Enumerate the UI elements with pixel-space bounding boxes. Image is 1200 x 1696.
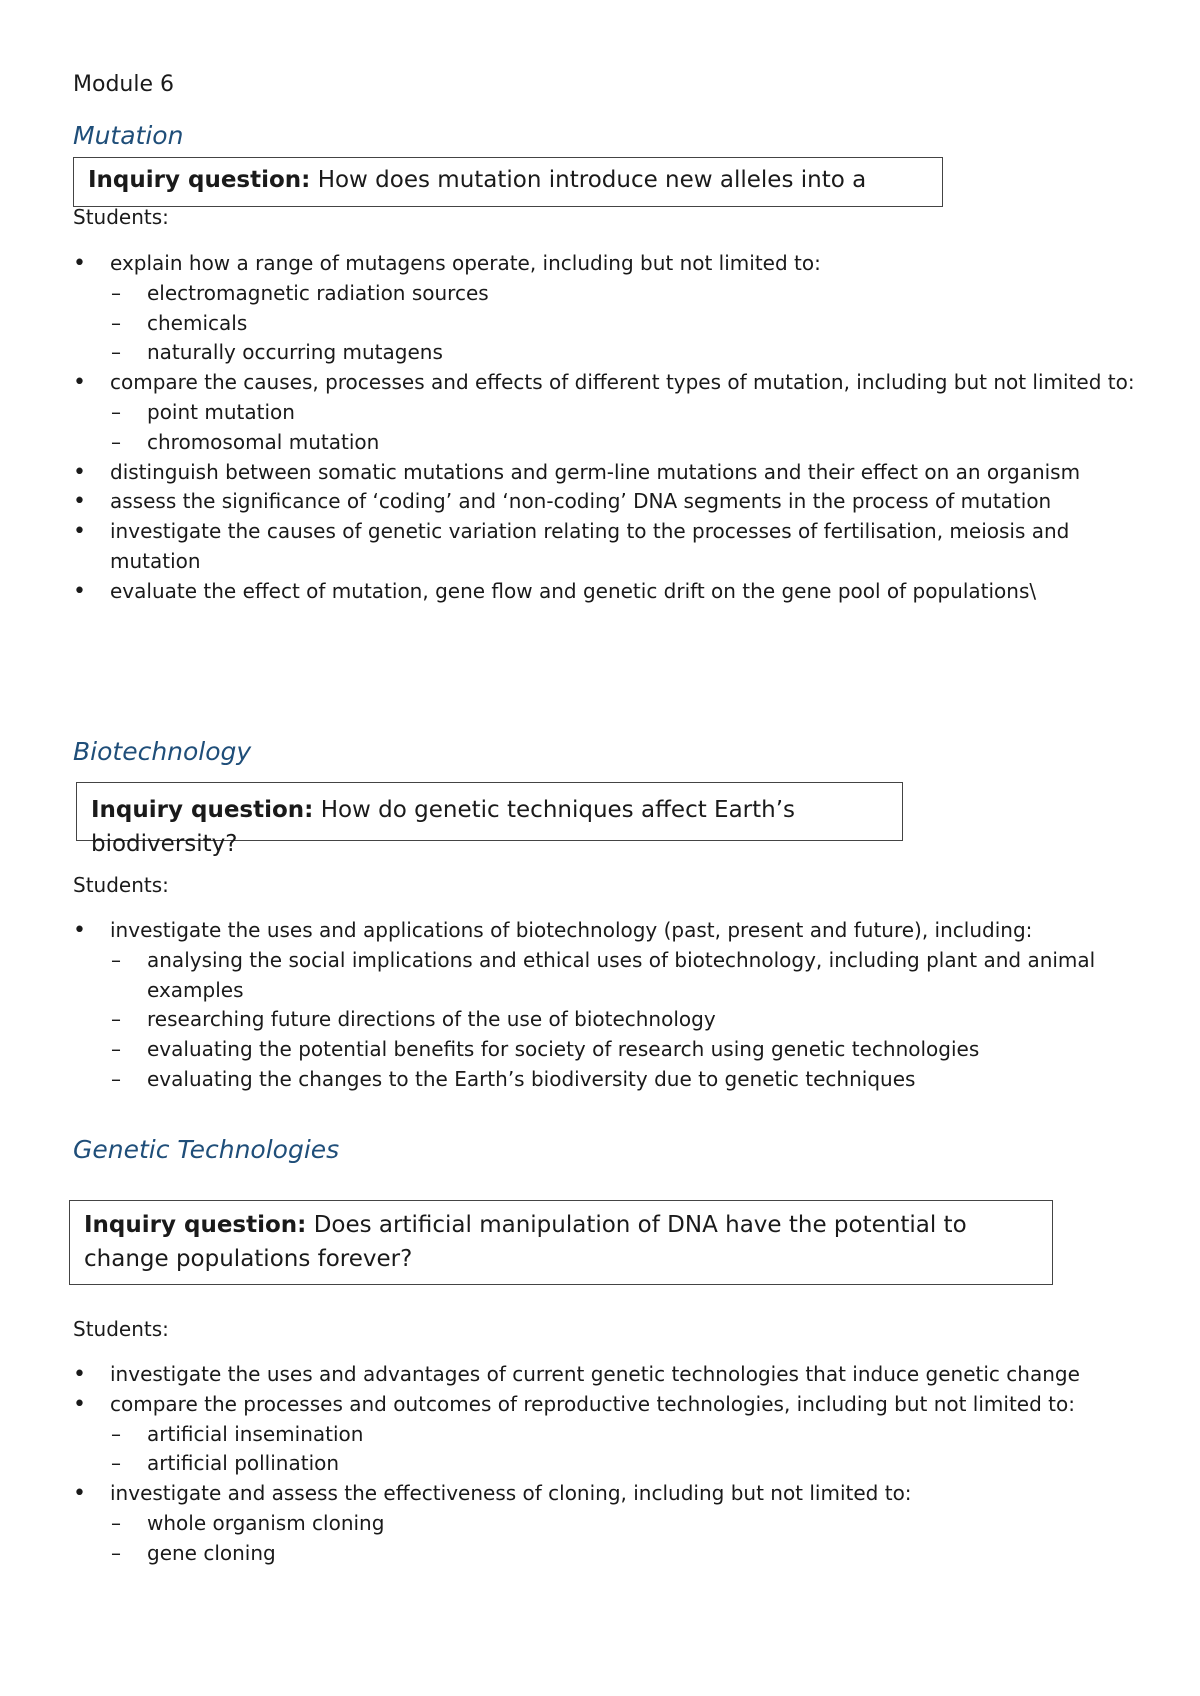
list-item: • investigate the uses and applications of biotechnology (past, present and future), including: – analysing the social implications and ethical uses of biotechnology, including plant and animal examples – researching future directions of the use of biotechnology – evaluating the potential benefits for society of research using genetic technologies – evaluating the changes to the Earth’s biodiversity due to genetic techniques	[73, 916, 1143, 1095]
sub-list	[110, 398, 1143, 458]
students-label: Students:	[73, 873, 169, 897]
inquiry-question-label: Inquiry question:	[84, 1212, 307, 1238]
mutation-outcome-list	[73, 249, 1143, 607]
sub-list-item: – analysing the social implications and ethical uses of biotechnology, including plant and animal examples	[110, 946, 1143, 1006]
section-heading-mutation: Mutation	[73, 121, 184, 150]
inquiry-question-text: How do genetic techniques affect Earth’s biodiversity?	[91, 797, 796, 857]
sub-list-item: – evaluating the changes to the Earth’s biodiversity due to genetic techniques	[110, 1065, 1143, 1095]
sub-list-item: – artificial pollination	[110, 1449, 1143, 1479]
list-item: • assess the significance of ‘coding’ and ‘non-coding’ DNA segments in the process of mutation	[73, 487, 1143, 517]
inquiry-question-text: How does mutation introduce new alleles into a	[317, 167, 867, 193]
sub-list	[110, 279, 1143, 368]
sub-list-item: – artificial insemination	[110, 1420, 1143, 1450]
list-item: • investigate the causes of genetic variation relating to the processes of fertilisation, meiosis and mutation	[73, 517, 1143, 577]
inquiry-question-box	[69, 1200, 1053, 1285]
sub-list-item: – electromagnetic radiation sources	[110, 279, 1143, 309]
sub-list-item: – evaluating the potential benefits for society of research using genetic technologies	[110, 1035, 1143, 1065]
sub-list-item: – chemicals	[110, 309, 1143, 339]
list-item: • evaluate the effect of mutation, gene flow and genetic drift on the gene pool of populations\	[73, 577, 1143, 607]
sub-list-item: – gene cloning	[110, 1539, 1143, 1569]
list-item: • investigate the uses and advantages of current genetic technologies that induce genetic change	[73, 1360, 1143, 1390]
students-label: Students:	[73, 205, 169, 229]
list-item: • compare the processes and outcomes of reproductive technologies, including but not limited to: – artificial insemination – artificial pollination	[73, 1390, 1143, 1479]
sub-list	[110, 946, 1143, 1095]
sub-list-item: – whole organism cloning	[110, 1509, 1143, 1539]
inquiry-question-label: Inquiry question:	[88, 167, 311, 193]
sub-list	[110, 1420, 1143, 1480]
module-title: Module 6	[73, 72, 174, 97]
section-heading-genetic-technologies: Genetic Technologies	[73, 1135, 340, 1164]
biotechnology-outcome-list	[73, 916, 1143, 1095]
sub-list-item: – point mutation	[110, 398, 1143, 428]
list-item: • investigate and assess the effectiveness of cloning, including but not limited to: – whole organism cloning – gene cloning	[73, 1479, 1143, 1568]
inquiry-question-text: Does artificial manipulation of DNA have the potential to change populations forever?	[84, 1212, 967, 1272]
sub-list-item: – naturally occurring mutagens	[110, 338, 1143, 368]
sub-list-item: – chromosomal mutation	[110, 428, 1143, 458]
section-heading-biotechnology: Biotechnology	[73, 737, 252, 766]
students-label: Students:	[73, 1317, 169, 1341]
inquiry-question-box	[76, 782, 903, 857]
list-item: • compare the causes, processes and effects of different types of mutation, including but not limited to: – point mutation – chromosomal mutation	[73, 368, 1143, 457]
list-item: • distinguish between somatic mutations and germ-line mutations and their effect on an organism	[73, 458, 1143, 488]
sub-list	[110, 1509, 1143, 1569]
inquiry-question-label: Inquiry question:	[91, 797, 314, 823]
inquiry-question-box	[73, 157, 943, 207]
list-item: • explain how a range of mutagens operate, including but not limited to: – electromagnetic radiation sources – chemicals – naturally occurring mutagens	[73, 249, 1143, 368]
genetic-technologies-outcome-list	[73, 1360, 1143, 1569]
sub-list-item: – researching future directions of the use of biotechnology	[110, 1005, 1143, 1035]
